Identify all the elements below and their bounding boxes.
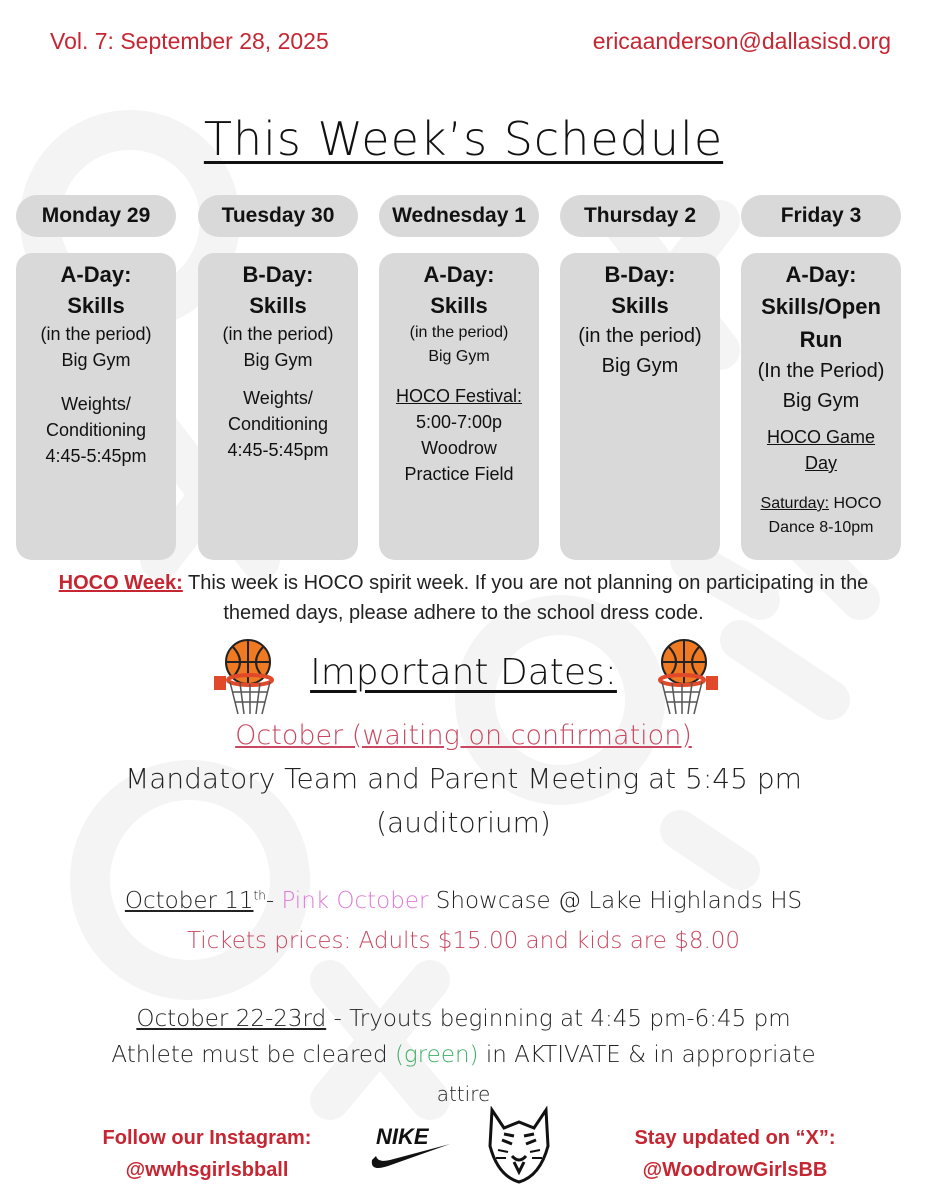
- day-type: A-Day:: [785, 262, 857, 287]
- october-meeting-label: October (waiting on confirmation): [235, 720, 692, 751]
- event-label: HOCO Game: [766, 427, 876, 447]
- october-11-suffix: th: [253, 888, 266, 903]
- location: Big Gym: [243, 350, 313, 370]
- activity: Run: [799, 327, 843, 352]
- athlete-green-text: (green): [394, 1042, 479, 1068]
- extra-activity: Conditioning: [227, 414, 329, 434]
- day-box-wednesday: [379, 253, 539, 560]
- tryouts-event: [0, 1006, 927, 1032]
- period-note: (in the period): [40, 324, 152, 344]
- location: Big Gym: [601, 355, 679, 377]
- day-header-wednesday: Wednesday 1: [379, 195, 539, 237]
- event-location: Practice Field: [404, 464, 514, 484]
- x-block: [600, 1122, 870, 1186]
- day-header-friday: Friday 3: [741, 195, 901, 237]
- activity: Skills: [67, 293, 125, 318]
- activity: Skills/Open: [761, 294, 881, 319]
- schedule-title: This Week’s Schedule: [203, 112, 724, 166]
- location: Big Gym: [782, 390, 860, 412]
- event-location: Woodrow: [421, 438, 497, 458]
- athlete-text-post: in AKTIVATE & in appropriate: [478, 1042, 816, 1068]
- tryouts-label: October 22-23rd: [136, 1006, 327, 1032]
- extra-time: 4:45-5:45pm: [45, 446, 147, 466]
- day-type: A-Day:: [423, 262, 495, 287]
- contact-email[interactable]: ericaanderson@dallasisd.org: [592, 28, 891, 54]
- activity: Skills: [249, 293, 307, 318]
- athlete-attire: attire: [436, 1082, 491, 1106]
- october-meeting-location: (auditorium): [376, 806, 551, 839]
- ticket-prices: Tickets prices: Adults $15.00 and kids are $8.00: [186, 928, 741, 954]
- event-label: Day: [804, 453, 837, 473]
- x-label: Stay updated on “X”:: [634, 1127, 836, 1149]
- hoco-week-label: HOCO Week:: [58, 572, 183, 594]
- saturday-event: HOCO: [829, 495, 882, 512]
- day-box-monday: [16, 253, 176, 560]
- extra-activity: Weights/: [243, 388, 313, 408]
- day-header-thursday: Thursday 2: [560, 195, 720, 237]
- october-11-dash: -: [265, 888, 282, 914]
- saturday-time: Dance 8-10pm: [768, 519, 874, 536]
- pink-october-text: Pink October: [281, 888, 429, 914]
- important-dates-title: Important Dates:: [310, 652, 617, 693]
- day-box-thursday: [560, 253, 720, 560]
- tryouts-text: - Tryouts beginning at 4:45 pm-6:45 pm: [326, 1006, 791, 1032]
- october-11-label: October 11: [124, 888, 254, 914]
- hoco-week-note: [40, 568, 887, 628]
- saturday-label: Saturday:: [760, 495, 830, 512]
- location: Big Gym: [428, 348, 490, 365]
- period-note: (In the Period): [757, 360, 885, 382]
- athlete-text-pre: Athlete must be cleared: [111, 1042, 395, 1068]
- day-type: A-Day:: [60, 262, 132, 287]
- extra-activity: Weights/: [61, 394, 131, 414]
- period-note: (in the period): [409, 324, 509, 341]
- activity: Skills: [430, 293, 488, 318]
- hoco-week-text: This week is HOCO spirit week. If you are not planning on participating in the themed days, please adhere to the school dress code.: [182, 572, 869, 624]
- october-meeting-text: Mandatory Team and Parent Meeting at 5:45 pm: [125, 762, 802, 795]
- instagram-handle[interactable]: @wwhsgirlsbball: [125, 1159, 289, 1181]
- x-handle[interactable]: @WoodrowGirlsBB: [642, 1159, 828, 1181]
- volume-date: Vol. 7: September 28, 2025: [50, 28, 329, 54]
- october-11-event: [0, 888, 927, 914]
- nike-logo-icon: [366, 1122, 454, 1174]
- day-header-monday: Monday 29: [16, 195, 176, 237]
- day-box-friday: [741, 253, 901, 560]
- location: Big Gym: [61, 350, 131, 370]
- period-note: (in the period): [222, 324, 334, 344]
- wildcat-mascot-icon: [484, 1106, 554, 1184]
- nike-logo-text: NIKE: [376, 1124, 429, 1149]
- athlete-requirement: [0, 1042, 927, 1068]
- october-11-details: Showcase @ Lake Highlands HS: [428, 888, 803, 914]
- event-label: HOCO Festival:: [395, 386, 523, 406]
- instagram-label: Follow our Instagram:: [102, 1127, 312, 1149]
- extra-activity: Conditioning: [45, 420, 147, 440]
- day-type: B-Day:: [242, 262, 314, 287]
- instagram-block: [72, 1122, 342, 1186]
- extra-time: 4:45-5:45pm: [227, 440, 329, 460]
- activity: Skills: [611, 293, 669, 318]
- period-note: (in the period): [578, 325, 702, 347]
- day-header-tuesday: Tuesday 30: [198, 195, 358, 237]
- day-type: B-Day:: [604, 262, 676, 287]
- day-box-tuesday: [198, 253, 358, 560]
- event-time: 5:00-7:00p: [415, 412, 503, 432]
